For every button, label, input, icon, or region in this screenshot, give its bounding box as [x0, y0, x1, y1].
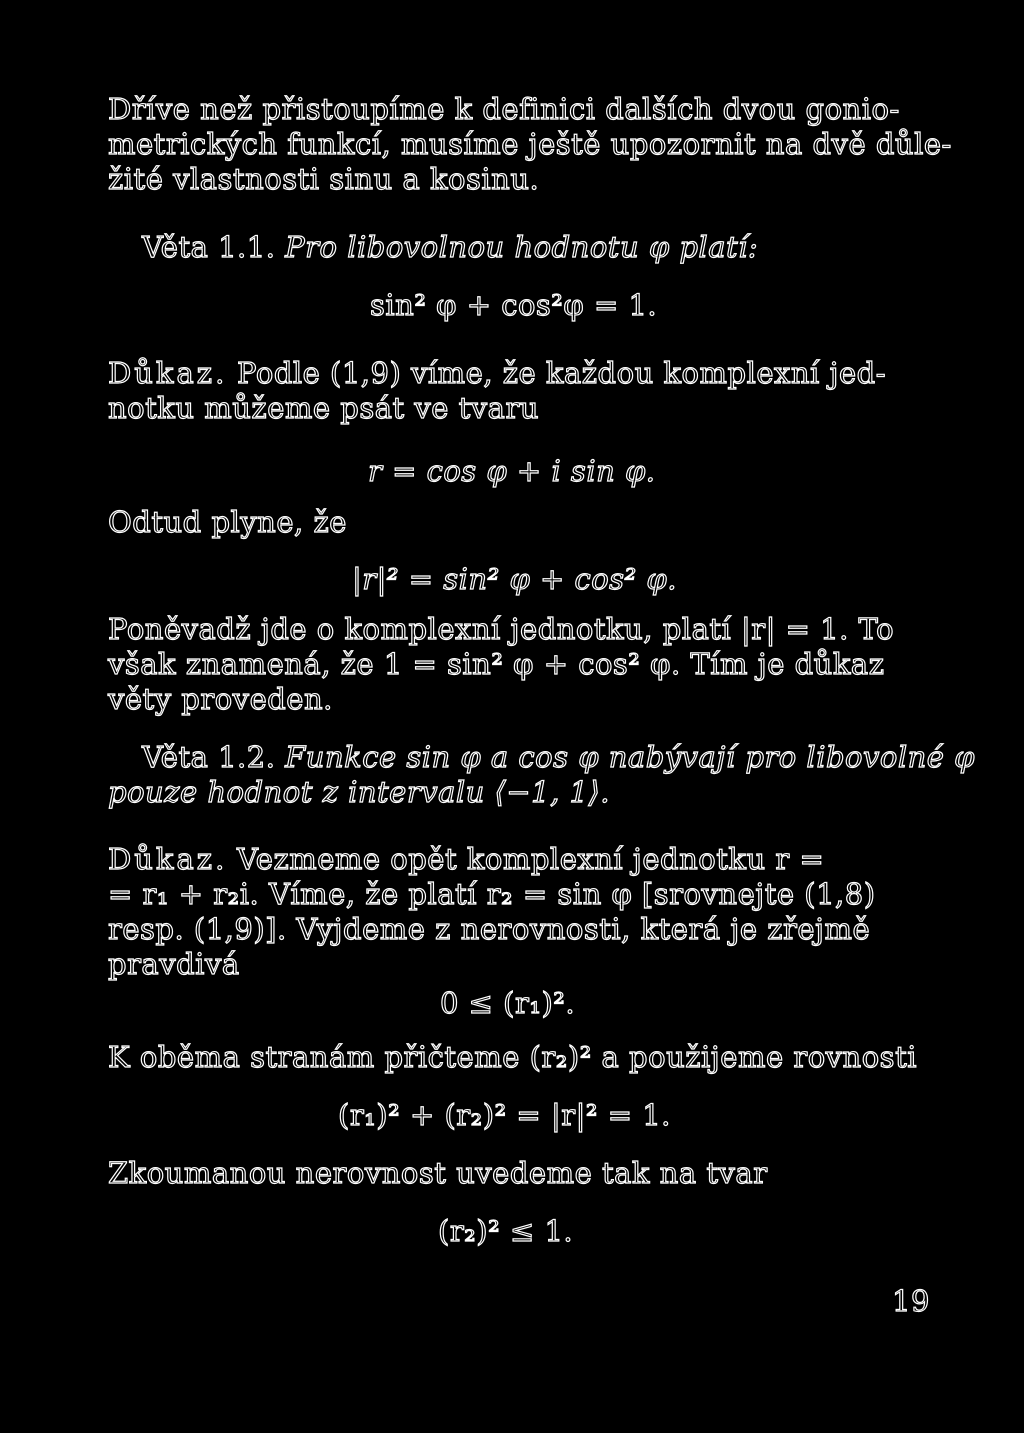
theorem-label: Věta 1.2. [142, 740, 276, 774]
proof-label: Důkaz. [108, 842, 228, 876]
page-number: 19 [892, 1284, 930, 1318]
text-line: však znamená, že 1 = sin² φ + cos² φ. Tím je důkaz [108, 647, 885, 681]
theorem-1-formula: sin² φ + cos²φ = 1. [370, 288, 658, 322]
text-line: pravdivá [108, 947, 240, 981]
proof-1-conclusion [108, 612, 920, 717]
theorem-label: Věta 1.1. [142, 230, 276, 264]
text-line: notku můžeme psát ve tvaru [108, 391, 539, 425]
proof-2-intro [108, 842, 920, 982]
proof-2-formula-1: 0 ≤ (r₁)². [440, 986, 576, 1020]
text-line: Důkaz. Vezmeme opět komplexní jednotku r = [108, 842, 825, 876]
text-line: metrických funkcí, musíme ještě upozornit na dvě důle- [108, 127, 952, 161]
text-line: Důkaz. Podle (1,9) víme, že každou komplexní jed- [108, 356, 887, 390]
intro-paragraph [108, 92, 952, 197]
theorem-1 [142, 230, 758, 265]
text-line: Věta 1.2. Funkce sin φ a cos φ nabývají pro libovolné φ [142, 740, 975, 774]
proof-1-formula-1: r = cos φ + i sin φ. [368, 454, 656, 488]
proof-1-intro [108, 356, 920, 426]
text-line: žité vlastnosti sinu a kosinu. [108, 162, 540, 196]
text-line: Dříve než přistoupíme k definici dalších dvou gonio- [108, 92, 900, 126]
text-line: Poněvadž jde o komplexní jednotku, platí |r| = 1. To [108, 612, 895, 646]
proof-2-sentence: K oběma stranám přičteme (r₂)² a použijeme rovnosti [108, 1040, 917, 1074]
theorem-statement: Pro libovolnou hodnotu φ platí: [285, 230, 759, 264]
proof-1-formula-2: |r|² = sin² φ + cos² φ. [352, 562, 677, 596]
text-line: věty proveden. [108, 682, 333, 716]
text-line: = r₁ + r₂i. Víme, že platí r₂ = sin φ [srovnejte (1,8) [108, 877, 876, 911]
proof-1-bridge: Odtud plyne, že [108, 505, 347, 539]
text-line: resp. (1,9)]. Vyjdeme z nerovnosti, která je zřejmě [108, 912, 871, 946]
proof-2-sentence: Zkoumanou nerovnost uvedeme tak na tvar [108, 1156, 768, 1190]
proof-label: Důkaz. [108, 356, 228, 390]
proof-2-formula-3: (r₂)² ≤ 1. [438, 1214, 574, 1248]
text-line: pouze hodnot z intervalu ⟨−1, 1⟩. [108, 775, 611, 809]
theorem-2 [108, 740, 975, 810]
proof-2-formula-2: (r₁)² + (r₂)² = |r|² = 1. [338, 1098, 671, 1132]
